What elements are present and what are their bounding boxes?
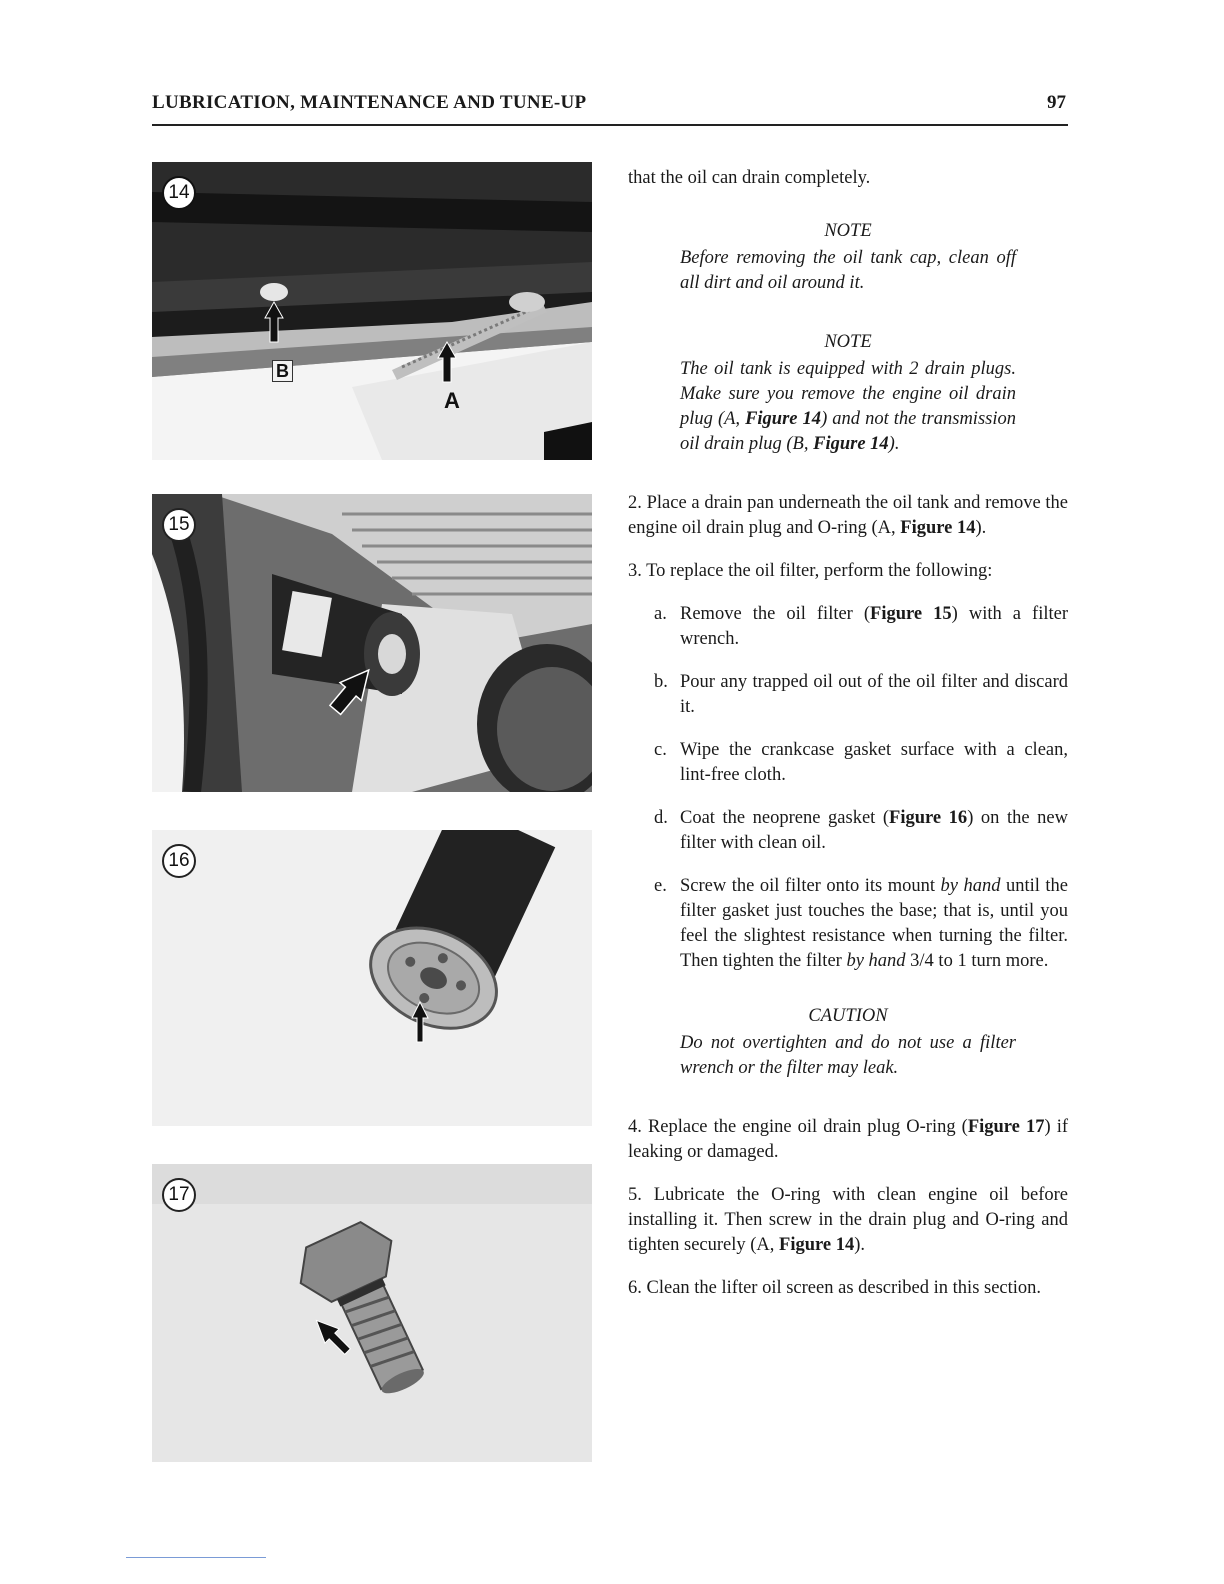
step-text: Coat the neoprene gasket ( <box>680 808 890 828</box>
figure-15 <box>152 494 592 792</box>
caution-text: Do not overtighten and do not use a filter wrench or the filter may leak. <box>680 1033 1016 1078</box>
step-text: Screw the oil filter onto its mount <box>680 876 941 896</box>
step-text: ). <box>975 518 987 538</box>
page-number: 97 <box>1047 92 1066 113</box>
emphasis-text: by hand <box>940 876 1001 896</box>
note-drain-plugs <box>680 330 1016 457</box>
sub-step-letter: b. <box>654 672 668 692</box>
callout-label-a: A <box>444 388 460 413</box>
footer-rule <box>126 1557 266 1558</box>
step-text: ) with a filter wrench. <box>680 604 1068 649</box>
figure-17 <box>152 1164 592 1462</box>
step-6: 6. Clean the lifter oil screen as described in this section. <box>628 1278 1042 1298</box>
figure-16-photo <box>152 830 592 1126</box>
chapter-title: LUBRICATION, MAINTENANCE AND TUNE-UP <box>152 92 587 113</box>
figure-number: 17 <box>162 1178 196 1212</box>
emphasis-text: by hand <box>846 951 906 971</box>
sub-step-a <box>628 602 1068 652</box>
figure-reference: Figure 14 <box>900 518 976 538</box>
intro-paragraph: that the oil can drain completely. <box>628 168 871 188</box>
sub-step-c <box>628 738 1068 788</box>
note-text-part: ). <box>888 434 900 454</box>
step-2 <box>628 491 1068 541</box>
sub-step-letter: d. <box>654 808 668 828</box>
caution-block <box>680 1004 1016 1081</box>
step-3: 3. To replace the oil filter, perform the following: <box>628 561 993 581</box>
caution-title: CAUTION <box>808 1006 888 1026</box>
step-text: ) if leaking or damaged. <box>628 1117 1068 1162</box>
figure-reference: Figure 14 <box>745 409 822 429</box>
figure-number: 15 <box>162 508 196 542</box>
sub-step-d <box>628 806 1068 856</box>
figure-reference: Figure 16 <box>889 808 968 828</box>
sub-step-e <box>628 874 1068 974</box>
step-4 <box>628 1115 1068 1165</box>
step-text: Wipe the crankcase gasket surface with a clean, lint-free cloth. <box>680 740 1068 785</box>
step-text: Pour any trapped oil out of the oil filter and discard it. <box>680 672 1068 717</box>
step-text: ) on the new filter with clean oil. <box>680 808 1068 853</box>
figure-16 <box>152 830 592 1126</box>
figure-reference: Figure 14 <box>813 434 889 454</box>
note-title: NOTE <box>824 221 872 241</box>
step-text: 3/4 to 1 turn more. <box>905 951 1049 971</box>
figure-15-photo <box>152 494 592 792</box>
sub-step-letter: c. <box>654 740 667 760</box>
figure-reference: Figure 17 <box>967 1117 1045 1137</box>
figure-14-photo <box>152 162 592 460</box>
callout-label-b: B <box>272 360 293 382</box>
figure-number: 14 <box>162 176 196 210</box>
step-text: until the filter gasket just touches the base; that is, until you feel the slightest resistance when turning the filter. Then tighten the filter <box>680 876 1068 971</box>
step-text: Remove the oil filter ( <box>680 604 871 624</box>
step-text: 4. Replace the engine oil drain plug O-ring ( <box>628 1117 968 1137</box>
page-header <box>152 92 1068 126</box>
note-title: NOTE <box>824 332 872 352</box>
step-text: 5. Lubricate the O-ring with clean engine oil before installing it. Then screw in the drain plug and O-ring and tighten securely (A, <box>628 1185 1068 1255</box>
note-text-part: The oil tank is equipped with 2 drain plugs. Make sure you remove the engine oil drain plug (A, <box>680 359 1016 429</box>
figure-14 <box>152 162 592 460</box>
note-text <box>680 357 1016 457</box>
figure-reference: Figure 15 <box>870 604 952 624</box>
sub-step-letter: e. <box>654 876 667 896</box>
body-text-column <box>628 166 1068 1319</box>
step-text: ). <box>854 1235 866 1255</box>
sub-step-b <box>628 670 1068 720</box>
note-oil-tank-cap <box>680 219 1016 296</box>
step-5 <box>628 1183 1068 1258</box>
figure-number: 16 <box>162 844 196 878</box>
step-text: 2. Place a drain pan underneath the oil tank and remove the engine oil drain plug and O-ring (A, <box>628 493 1068 538</box>
note-text-part: ) and not the transmission oil drain plug (B, <box>680 409 1016 454</box>
figure-reference: Figure 14 <box>779 1235 855 1255</box>
figure-17-photo <box>152 1164 592 1462</box>
note-text: Before removing the oil tank cap, clean off all dirt and oil around it. <box>680 248 1016 293</box>
sub-step-letter: a. <box>654 604 667 624</box>
